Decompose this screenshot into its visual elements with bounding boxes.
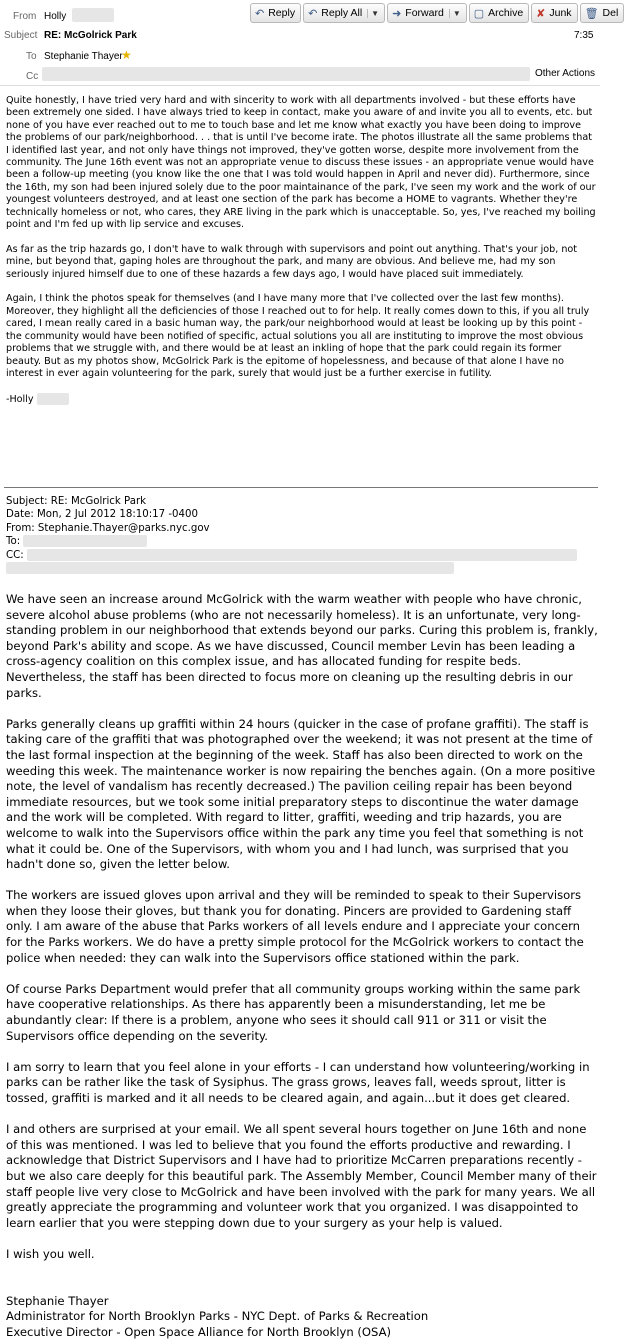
quote-divider — [4, 487, 598, 488]
forward-button[interactable]: ➜ Forward ▼ — [387, 3, 467, 23]
junk-button[interactable]: ✘ Junk — [531, 3, 577, 23]
header-divider — [0, 85, 600, 86]
quoted-to-row: To: — [6, 535, 596, 548]
quoted-cc-row-2 — [6, 562, 596, 575]
other-actions-link[interactable]: Other Actions — [535, 68, 596, 79]
archive-icon: ▢ — [473, 7, 485, 20]
message-signoff: -Holly — [6, 393, 596, 406]
trash-icon: 🗑 — [584, 7, 599, 20]
message-paragraph: Again, I think the photos speak for themselves (and I have many more that I've collected over the last few months). Moreover, they highlight all the deficiencies of those I reached out to for help. It really comes down to this, if you all truly cared, I mean really cared in a basic human way, the park/our neighborhood would at least be looking up by this point - the community would have been notified of specific, actual solutions you all are instituting to improve the most obvious problems that we struggle with, and there would be at least an inkling of hope that the park could regain its former beauty. But as my photos show, McGolrick Park is the epitome of hopelessness, and because of that alone I have no interest in ever again volunteering for the park, surely that would just be a further exercise in futility. — [6, 293, 590, 379]
from-name[interactable]: Holly — [44, 11, 67, 22]
redacted-cc — [27, 549, 577, 561]
redacted-from-surname — [72, 8, 114, 22]
message-time: 7:35 — [574, 30, 594, 41]
signature-title: Executive Director - Open Space Alliance for North Brooklyn (OSA) — [6, 1324, 392, 1339]
quoted-paragraph: Parks generally cleans up graffiti within 24 hours (quicker in the case of profane graffiti). The staff is taking care of the graffiti that was photographed over the weekend; it was not present at the time of the last formal inspection at the beginning of the week. Staff has also been directed to work on the weeding this week. The maintenance worker is now repairing the benches again. (On a more positive note, the level of vandalism has recently decreased.) The pavilion ceiling repair has been beyond immediate resources, but we took some initial preparatory steps to discontinue the water damage and the work will be completed. With regard to litter, graffiti, weeding and trip hazards, you are welcome to walk into the Supervisors office within the park any time you feel that something is not what it could be. One of the Supervisors, with whom you and I had lunch, was surprised that you hadn't done so, given the letter below. — [6, 716, 596, 872]
signature-title: Administrator for North Brooklyn Parks - NYC Dept. of Parks & Recreation — [6, 1309, 429, 1324]
cc-label: Cc — [26, 71, 39, 82]
signature-block — [6, 1294, 598, 1340]
redacted-cc-list — [42, 67, 530, 81]
forward-icon: ➜ — [392, 7, 402, 20]
redacted-cc-continued — [6, 562, 454, 574]
archive-button[interactable]: ▢ Archive — [469, 3, 529, 23]
quoted-message-body — [6, 592, 598, 1340]
chevron-down-icon[interactable]: ▼ — [449, 9, 461, 18]
subject-label: Subject — [4, 30, 38, 41]
redacted-surname — [37, 393, 69, 405]
junk-icon: ✘ — [536, 7, 546, 20]
reply-all-icon: ↶ — [308, 7, 318, 20]
reply-button[interactable]: ↶ Reply — [250, 3, 301, 23]
message-paragraph: Quite honestly, I have tried very hard and with sincerity to work with all departments involved - but these efforts have been extremely one sided. I have always tried to keep in contact, make you aware of and invite you all to events, etc. but none of you have ever reached out to me to touch base and let me know what exactly you have been doing to improve the problems of our park/neighborhood. . . that is until I've become irate. The photos illustrate all the same problems that I identified last year, and not only have things not improved, they've gotten worse, despite more involvement from the community. The June 16th event was not an appropriate venue to discuss these issues - an appropriate venue would have been a follow-up meeting (you know like the one that I was told would happen in April and never did). Furthermore, since the 16th, my son had been injured solely due to the poor maintainance of the park, I've seen my work and the work of our youngest volunteers destroyed, and at least one section of the park has become a HOME to vagrants. Whether they're technically homeless or not, who cares, they ARE living in the park which is unacceptable. So, yes, I've reached my boiling point and I'm fed up with lip service and excuses. — [6, 95, 596, 231]
message-toolbar — [250, 3, 624, 25]
quoted-paragraph: Of course Parks Department would prefer that all community groups working within the same park have cooperative relationships. As there has apparently been a misunderstanding, let me be abundantly clear: If there is a problem, anyone who sees it should call 911 or 311 or visit the Supervisors office depending on the severity. — [6, 981, 581, 1043]
delete-button[interactable]: 🗑 Del — [580, 3, 624, 23]
quoted-cc-row: CC: — [6, 549, 596, 562]
quoted-paragraph: I wish you well. — [6, 1246, 95, 1261]
quoted-date: Date: Mon, 2 Jul 2012 18:10:17 -0400 — [6, 509, 198, 521]
redacted-to — [23, 535, 147, 547]
to-label: To — [26, 51, 37, 62]
chevron-down-icon[interactable]: ▼ — [367, 9, 379, 18]
message-paragraph: As far as the trip hazards go, I don't have to walk through with supervisors and point out anything. That's your job, not mine, but beyond that, gaping holes are throughout the park, and many are obvious. And believe me, had my son seriously injured himself due to one of these hazards a few days ago, I would have placed suit immediately. — [6, 243, 578, 280]
star-icon[interactable]: ★ — [121, 48, 132, 62]
message-header — [0, 0, 619, 85]
reply-icon: ↶ — [255, 7, 265, 20]
quoted-paragraph: The workers are issued gloves upon arrival and they will be reminded to speak to their Supervisors when they loose their gloves, but thank you for donating. Pincers are provided to Gardening staff only. I am aware of the abuse that Parks workers of all levels endure and I appreciate your concern for the Parks workers. We do have a pretty simple protocol for the McGolrick workers to contact the police when needed: they can walk into the Supervisors office stationed within the park. — [6, 888, 584, 965]
signature-name: Stephanie Thayer — [6, 1293, 109, 1308]
quoted-paragraph: We have seen an increase around McGolrick with the warm weather with people who have chronic, severe alcohol abuse problems (who are not necessarily homeless). It is an unfortunate, very long-standing problem in our neighborhood that extends beyond our parks. Curing this problem is, frankly, beyond Park's ability and scope. As we have discussed, Council member Levin has been leading a cross-agency coalition on this complex issue, and has allocated funding for respite beds. Nevertheless, the staff has been directed to focus more on cleaning up the resulting debris in our parks. — [6, 592, 598, 700]
quoted-paragraph: I am sorry to learn that you feel alone in your efforts - I can understand how volunteering/working in parks can be rather like the task of Sysiphus. The grass grows, leaves fall, weeds sprout, litter is tossed, graffiti is marked and it all needs to be cleared again, and again...but it does get cleared. — [6, 1059, 590, 1105]
message-body — [6, 95, 596, 406]
quoted-subject: Subject: RE: McGolrick Park — [6, 496, 147, 507]
to-name[interactable]: Stephanie Thayer — [44, 51, 123, 62]
reply-all-button[interactable]: ↶ Reply All ▼ — [303, 3, 385, 23]
quoted-header — [6, 495, 596, 575]
quoted-paragraph: I and others are surprised at your email. We all spent several hours together on June 16th and none of this was mentioned. I was led to believe that you found the efforts productive and rewarding. I acknowledge that District Supervisors and I have had to prioritize McCarren preparations recently - but we also care deeply for this beautiful park. The Assembly Member, Council Member many of their staff people live very close to McGolrick and have been involved with the park for many years. We all greatly appreciate the programming and volunteer work that you organized. I was disappointed to learn earlier that you were stepping down due to your surgery as your help is valued. — [6, 1122, 597, 1230]
from-label: From — [13, 11, 37, 22]
subject-value: RE: McGolrick Park — [44, 30, 137, 41]
quoted-from: From: Stephanie.Thayer@parks.nyc.gov — [6, 522, 210, 534]
